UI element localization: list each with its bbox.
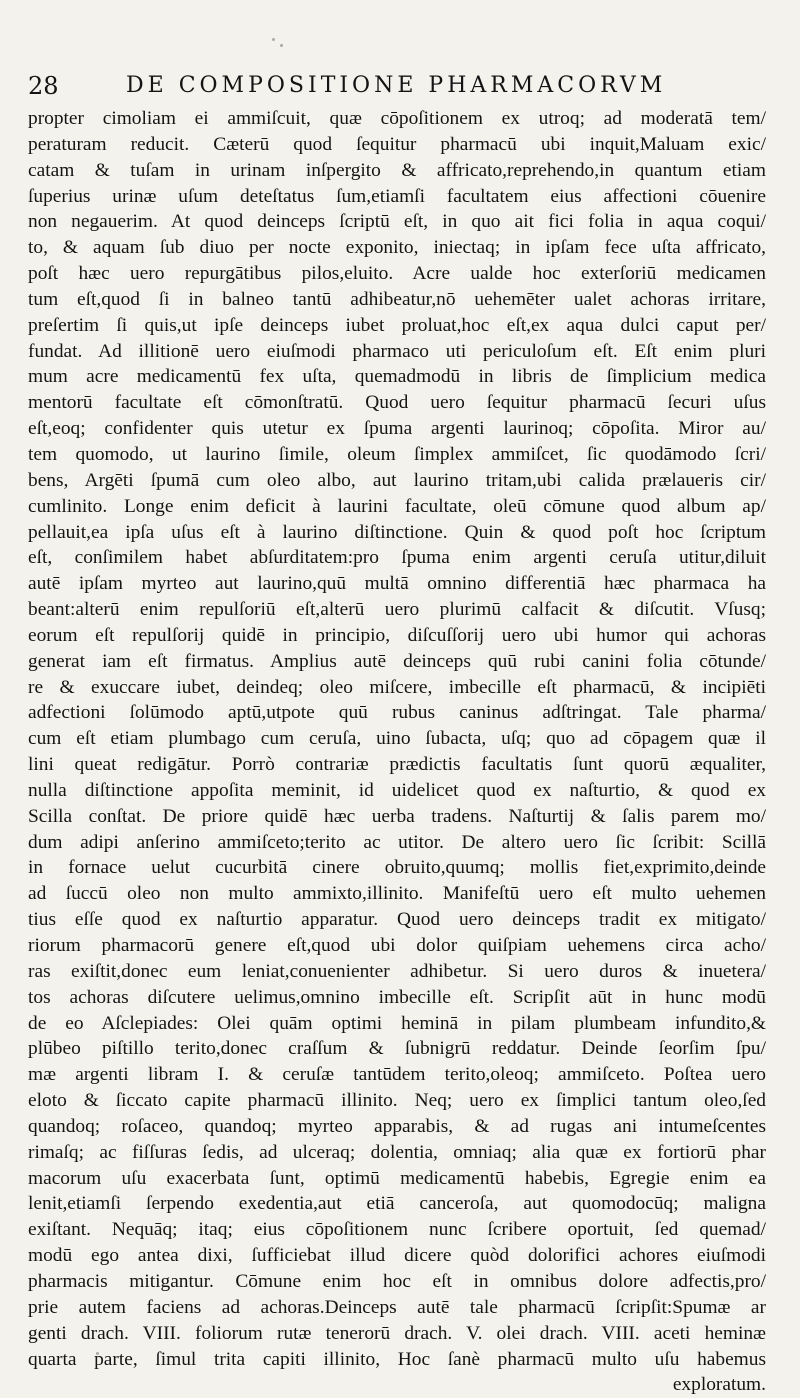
- text-line: non negauerim. At quod deinceps ſcriptū eſt, in quo ait fici folia in aqua coqui/: [28, 211, 766, 233]
- text-line: prie autem faciens ad achoras.Deinceps autē tale pharmacū ſcripſit:Spumæ ar: [28, 1296, 766, 1318]
- paper-speck: [280, 44, 283, 47]
- text-line: tos achoras diſcutere uelimus,omnino imbecille eſt. Scripſit aūt in hunc modū: [28, 986, 766, 1008]
- text-line: peraturam reducit. Cæterū quod ſequitur pharmacū ubi inquit,Maluam exic/: [28, 133, 766, 155]
- text-line: nulla diſtinctione appoſita meminit, id uidelicet quod ex naſturtio, & quod ex: [28, 779, 766, 801]
- text-line: adfectioni ſolūmodo aptū,utpote quū rubus caninus adſtringat. Tale pharma/: [28, 702, 766, 724]
- text-line: mum acre medicamentū fex uſta, quemadmodū in libris de ſimplicium medica: [28, 366, 766, 388]
- page-header: [28, 64, 778, 104]
- text-line: beant:alterū enim repulſoriū eſt,alterū uero plurimū calfacit & diſcutit. Vſusq;: [28, 599, 766, 621]
- text-line: re & exuccare iubet, deindeq; oleo miſcere, imbecille eſt pharmacū, & incipiēti: [28, 676, 766, 698]
- text-line: eſt,eoq; confidenter quis utetur ex ſpuma argenti laurinoq; cōpoſita. Miror au/: [28, 418, 766, 440]
- page-number: 28: [28, 72, 59, 100]
- text-line: mæ argenti libram I. & ceruſæ tantūdem terito,oleoq; ammiſceto. Poſtea uero: [28, 1064, 766, 1086]
- text-line: plūbeo piſtillo terito,donec craſſum & ſubnigrū reddatur. Deinde ſeorſim ſpu/: [28, 1038, 766, 1060]
- text-line: modū ego antea dixi, ſufficiebat illud dicere quòd dolorifici achores eiuſmodi: [28, 1245, 766, 1267]
- text-line: de eo Aſclepiades: Olei quām optimi heminā in pilam plumbeam infundito,&: [28, 1012, 766, 1034]
- text-line: mentorū facultate eſt cōmonſtratū. Quod uero ſequitur pharmacū ſecuri uſus: [28, 392, 766, 414]
- text-line: tum eſt,quod ſi in balneo tantū adhibeatur,nō uehemēter ualet achoras irritare,: [28, 288, 766, 310]
- text-line: ras exiſtit,donec eum leniat,conuenienter adhibetur. Si uero duros & inuetera/: [28, 960, 766, 982]
- text-line: cum eſt etiam plumbago cum ceruſa, uino ſubacta, uſq; quo ad cōpagem quæ il: [28, 728, 766, 750]
- text-line: lenit,etiamſi ſerpendo exedentia,aut etiā canceroſa, aut quomodocūq; maligna: [28, 1193, 766, 1215]
- text-line: poſt hæc uero repurgātibus pilos,eluito. Acre ualde hoc exterſoriū medicamen: [28, 263, 766, 285]
- text-line: bens, Argēti ſpumā cum oleo albo, aut laurino tritam,ubi calida prælaueris cir/: [28, 469, 766, 491]
- paper-speck: [96, 1352, 99, 1355]
- text-line: exiſtant. Nequāq; itaq; eius cōpoſitionem nunc ſcribere oportuit, ſed quemad/: [28, 1219, 766, 1241]
- text-line: genti drach. VIII. foliorum rutæ tenerorū drach. V. olei drach. VIII. aceti heminæ: [28, 1322, 766, 1344]
- text-line: quandoq; roſaceo, quandoq; myrteo apparabis, & ad rugas ani intumeſcentes: [28, 1115, 766, 1137]
- text-line: macorum uſu exacerbata ſunt, optimū medicamentū habebis, Egregie enim ea: [28, 1167, 766, 1189]
- text-line: in fornace uelut cucurbitā cinere obruito,quumq; mollis fiet,exprimito,deinde: [28, 857, 766, 879]
- text-line: pellauit,ea ipſa uſus eſt à laurino diſtinctione. Quin & quod poſt hoc ſcriptum: [28, 521, 766, 543]
- text-line: pharmacis mitigantur. Cōmune enim hoc eſt in omnibus dolore adfectis,pro/: [28, 1270, 766, 1292]
- text-line: generat iam eſt firmatus. Amplius autē deinceps quū rubi canini folia cōtunde/: [28, 650, 766, 672]
- text-line: dum adipi anſerino ammiſceto;terito ac utitor. De altero uero ſic ſcribit: Scillā: [28, 831, 766, 853]
- running-head: DE COMPOSITIONE PHARMACORVM: [126, 73, 667, 98]
- text-line: Scilla conſtat. De priore quidē hæc uerba tradens. Naſturtij & ſalis parem mo/: [28, 805, 766, 827]
- text-line: autē ipſam myrteo aut laurino,quū multā omnino differentiā hæc pharmaca ha: [28, 573, 766, 595]
- text-line: exploratum.: [672, 1374, 766, 1396]
- text-line: quarta parte, ſimul trita capiti illinito, Hoc ſanè pharmacū multo uſu habemus: [28, 1348, 766, 1370]
- paper-speck: [272, 38, 275, 41]
- body-text: [28, 106, 766, 1398]
- text-line: fundat. Ad illitionē uero eiuſmodi pharmaco uti periculoſum eſt. Eſt enim pluri: [28, 340, 766, 362]
- text-line: ad ſuccū oleo non multo ammixto,illinito. Manifeſtū uero eſt multo uehemen: [28, 883, 766, 905]
- text-line: riorum pharmacorū genere eſt,quod ubi dolor quiſpiam uehemens circa acho/: [28, 935, 766, 956]
- text-line: eloto & ſiccato capite pharmacū illinito. Neq; uero ex ſimplici tantum oleo,ſed: [28, 1090, 766, 1112]
- text-line: tem quomodo, ut laurino ſimile, oleum ſimplex ammiſcet, ſic quodāmodo ſcri/: [28, 443, 766, 465]
- text-line: preſertim ſi quis,ut ipſe deinceps iubet proluat,hoc eſt,ex aqua dulci caput per/: [28, 314, 766, 336]
- text-line: catam & tuſam in urinam inſpergito & affricato,reprehendo,in quantum etiam: [28, 159, 766, 181]
- text-line: to, & aquam ſub diuo per nocte exponito, iniectaq; in ipſam fece uſta affricato,: [28, 237, 766, 259]
- text-line: eorum eſt repulſorij quidē in principio, diſcuſſorij uero ubi humor qui achoras: [28, 624, 766, 646]
- text-line: ſuperius urinæ uſum deteſtatus ſum,etiamſi facultatem eius affectioni cōuenire: [28, 185, 766, 207]
- text-line: tius eſſe quod ex naſturtio apparatur. Quod uero deinceps tradit ex mitigato/: [28, 909, 766, 931]
- text-line: propter cimoliam ei ammiſcuit, quæ cōpoſitionem ex utroq; ad moderatā tem/: [28, 108, 766, 129]
- text-line: rimaſq; ac fiſſuras ſedis, ad ulceraq; dolentia, omniaq; alia quæ ex fortiorū phar: [28, 1141, 766, 1163]
- text-line: cumlinito. Longe enim deficit à laurini facultate, oleū cōmune quod album ap/: [28, 495, 766, 517]
- text-line: eſt, conſimilem habet abſurditatem:pro ſpuma enim argenti ceruſa utitur,diluit: [28, 547, 766, 569]
- text-line: lini queat redigātur. Porrò contrariæ prædictis facultatis ſunt quorū æqualiter,: [28, 754, 766, 776]
